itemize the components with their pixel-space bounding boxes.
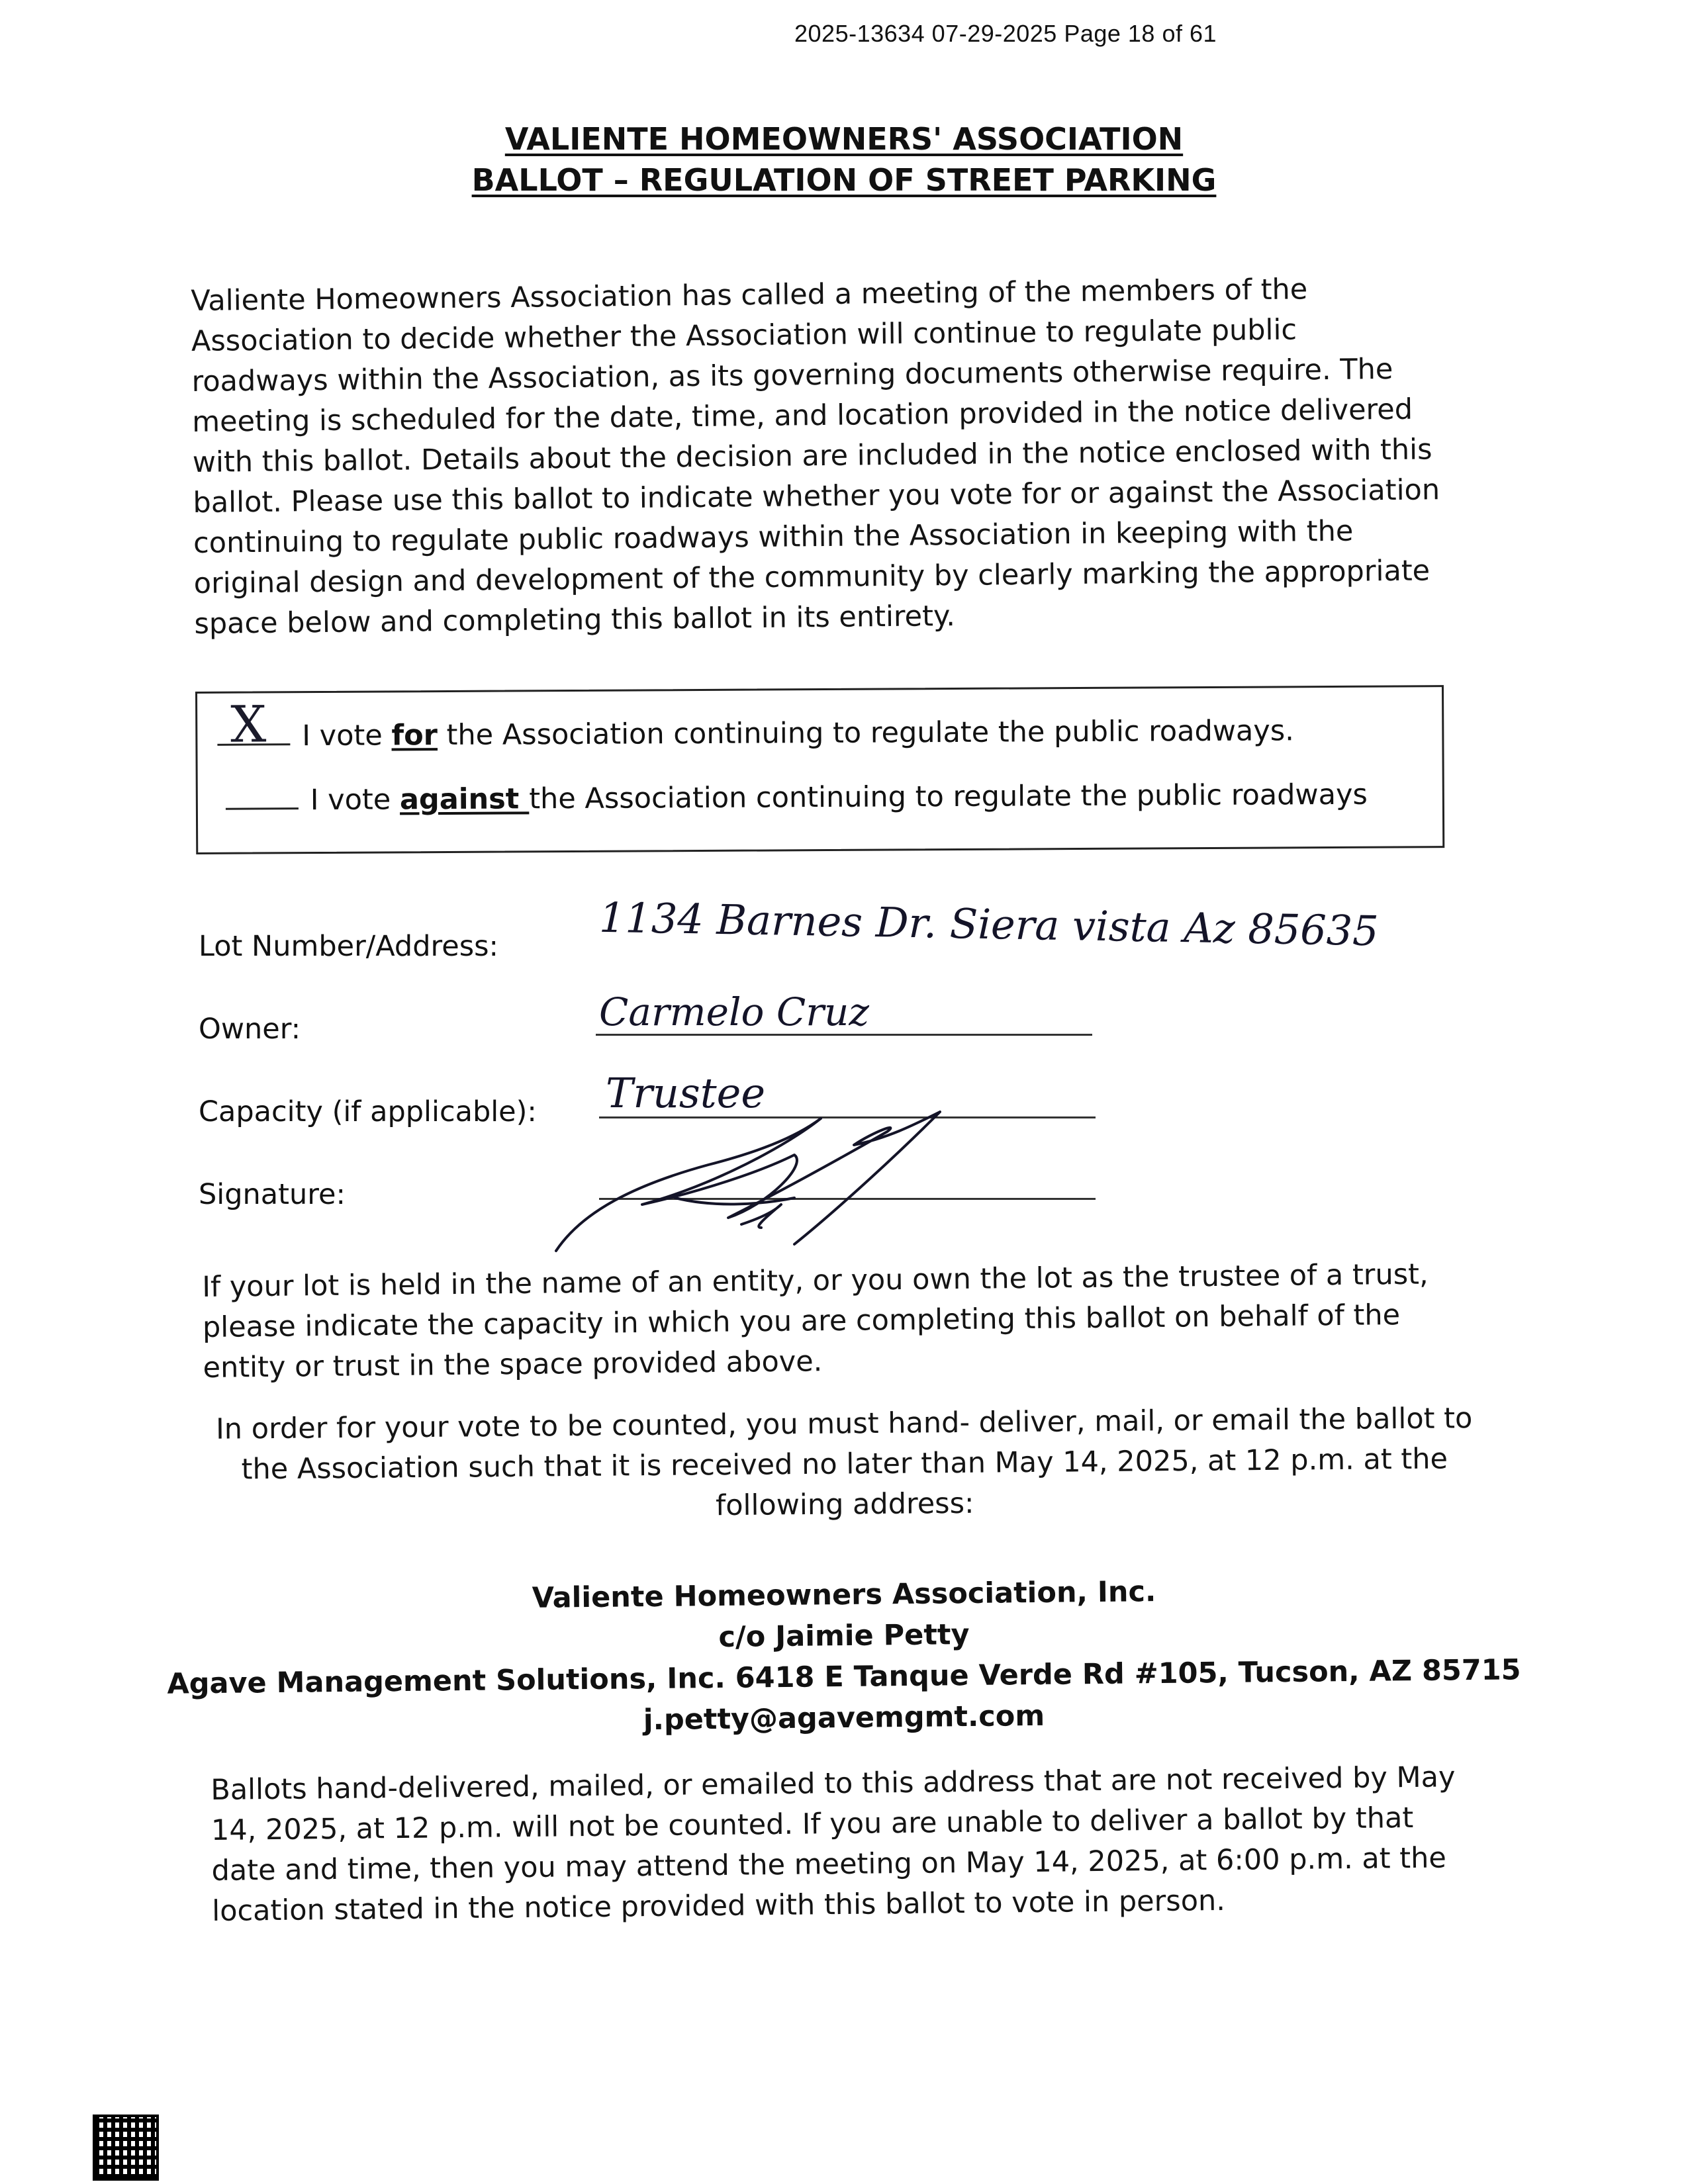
- owner-label: Owner:: [199, 1013, 301, 1046]
- entity-line: If your lot is held in the name of an entity, or you own the lot as the trustee of a trust,: [202, 1257, 1429, 1304]
- ballot-subtitle: BALLOT – REGULATION OF STREET PARKING: [471, 162, 1217, 198]
- deadline-line: following address:: [715, 1486, 974, 1523]
- email-address[interactable]: j.petty@agavemgmt.com: [643, 1699, 1045, 1737]
- capacity-value[interactable]: Trustee: [606, 1069, 766, 1117]
- care-of-line: c/o Jaimie Petty: [718, 1618, 970, 1654]
- closing-line: Ballots hand-delivered, mailed, or emailed to this address that are not received by May: [211, 1760, 1456, 1807]
- intro-line: Association to decide whether the Association will continue to regulate public: [191, 313, 1297, 358]
- deadline-instructions: [199, 1398, 1491, 1531]
- intro-paragraph: [191, 268, 1441, 645]
- intro-line: with this ballot. Details about the decision are included in the notice enclosed with this: [192, 433, 1432, 479]
- association-name: Valiente Homeowners Association, Inc.: [532, 1575, 1156, 1615]
- vote-for-option[interactable]: X I vote for the Association continuing to regulate the public roadways.: [217, 713, 1294, 753]
- qr-code-icon: [93, 2115, 159, 2181]
- intro-line: roadways within the Association, as its governing documents otherwise require. The: [191, 352, 1393, 398]
- deadline-line: In order for your vote to be counted, you must hand- deliver, mail, or email the ballot to: [215, 1402, 1473, 1446]
- lot-address-label: Lot Number/Address:: [199, 930, 498, 963]
- deadline-line: the Association such that it is received no later than May 14, 2025, at 12 p.m. at the: [241, 1442, 1448, 1486]
- intro-line: meeting is scheduled for the date, time, and location provided in the notice delivered: [191, 392, 1413, 439]
- vote-against-option[interactable]: I vote against the Association continuing to regulate the public roadways: [226, 777, 1368, 817]
- entity-line: entity or trust in the space provided above.: [203, 1345, 823, 1385]
- closing-line: date and time, then you may attend the meeting on May 14, 2025, at 6:00 p.m. at the: [211, 1841, 1447, 1888]
- closing-paragraph: [211, 1757, 1457, 1932]
- page-stamp: 2025-13634 07-29-2025 Page 18 of 61: [794, 20, 1217, 47]
- entity-line: please indicate the capacity in which you are completing this ballot on behalf of the: [202, 1298, 1401, 1344]
- owner-value[interactable]: Carmelo Cruz: [599, 989, 869, 1034]
- lot-address-value[interactable]: 1134 Barnes Dr. Siera vista Az 85635: [598, 893, 1380, 956]
- intro-line: original design and development of the community by clearly marking the appropriate: [193, 554, 1430, 600]
- intro-line: space below and completing this ballot in its entirety.: [194, 599, 956, 641]
- vote-against-checkbox[interactable]: [226, 782, 299, 810]
- street-address: Agave Management Solutions, Inc. 6418 E Tanque Verde Rd #105, Tucson, AZ 85715: [167, 1653, 1521, 1701]
- document-title: VALIENTE HOMEOWNERS' ASSOCIATION: [504, 121, 1184, 157]
- signature-image: [543, 1092, 993, 1257]
- intro-line: Valiente Homeowners Association has called a meeting of the members of the: [191, 273, 1308, 318]
- intro-line: ballot. Please use this ballot to indicate whether you vote for or against the Association: [193, 473, 1440, 520]
- capacity-label: Capacity (if applicable):: [199, 1095, 537, 1128]
- closing-line: 14, 2025, at 12 p.m. will not be counted. If you are unable to deliver a ballot by that: [211, 1801, 1414, 1847]
- vote-for-keyword: for: [391, 719, 438, 752]
- vote-against-keyword: against: [399, 782, 530, 817]
- owner-line: [596, 1032, 1092, 1036]
- vote-options-box: [195, 685, 1444, 854]
- closing-line: location stated in the notice provided with this ballot to vote in person.: [211, 1884, 1226, 1928]
- entity-instructions: [202, 1255, 1429, 1388]
- intro-line: continuing to regulate public roadways within the Association in keeping with the: [193, 514, 1354, 560]
- vote-for-checkbox[interactable]: [217, 694, 290, 754]
- x-mark-icon: X: [230, 694, 267, 754]
- signature-label: Signature:: [199, 1178, 346, 1211]
